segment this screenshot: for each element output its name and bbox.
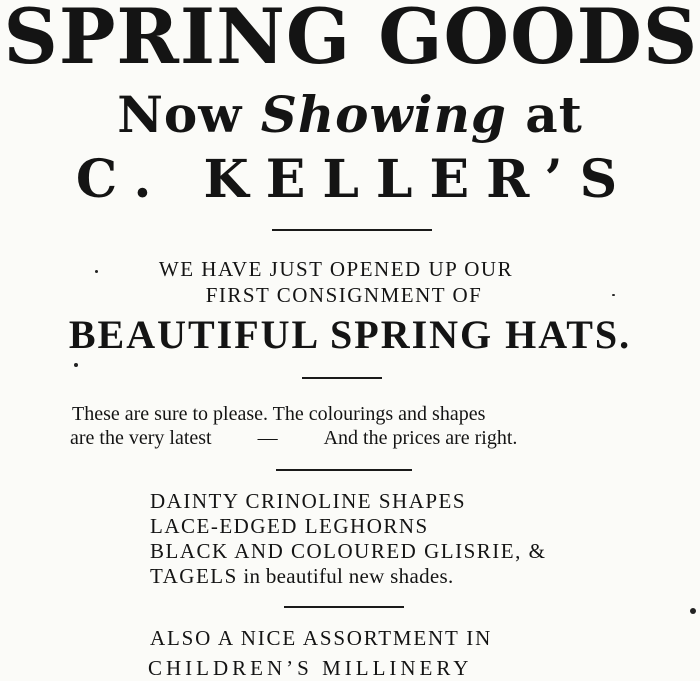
list-item (150, 564, 454, 588)
headline: SPRING GOODS (3, 0, 699, 81)
divider-rule (276, 469, 412, 471)
list-item-caps: TAGELS (150, 564, 238, 588)
paragraph-line-1: These are sure to please. The colourings and shapes (72, 403, 486, 425)
list-item: LACE-EDGED LEGHORNS (150, 514, 429, 538)
divider-rule (284, 606, 404, 608)
intro-line-2: FIRST CONSIGNMENT OF (205, 283, 483, 307)
print-speck (74, 363, 78, 367)
list-item: DAINTY CRINOLINE SHAPES (150, 489, 467, 513)
subheadline (0, 84, 700, 146)
closing-line-2: CHILDREN’S MILLINERY (148, 656, 473, 680)
list-item: BLACK AND COLOURED GLISRIE, & (150, 539, 547, 563)
subheadline-tail: at (506, 85, 583, 144)
intro-line-1: WE HAVE JUST OPENED UP OUR (158, 257, 514, 281)
paragraph-line-2 (70, 426, 517, 450)
subheadline-lead: Now (117, 85, 261, 144)
feature-heading: BEAUTIFUL SPRING HATS. (68, 312, 632, 357)
paragraph-line-2-end: And the prices are right. (323, 427, 518, 449)
store-name: C. KELLER’S (75, 149, 635, 210)
divider-rule (302, 377, 382, 379)
closing-line-1: ALSO A NICE ASSORTMENT IN (150, 626, 493, 650)
print-speck (690, 608, 696, 614)
subheadline-italic: Showing (260, 85, 507, 144)
paragraph-dash: — (257, 427, 278, 449)
print-speck (612, 294, 615, 296)
list-item-rest: in beautiful new shades. (237, 564, 454, 588)
print-speck (95, 270, 98, 273)
divider-rule (272, 229, 432, 231)
paragraph-line-2-start: are the very latest (70, 427, 212, 449)
